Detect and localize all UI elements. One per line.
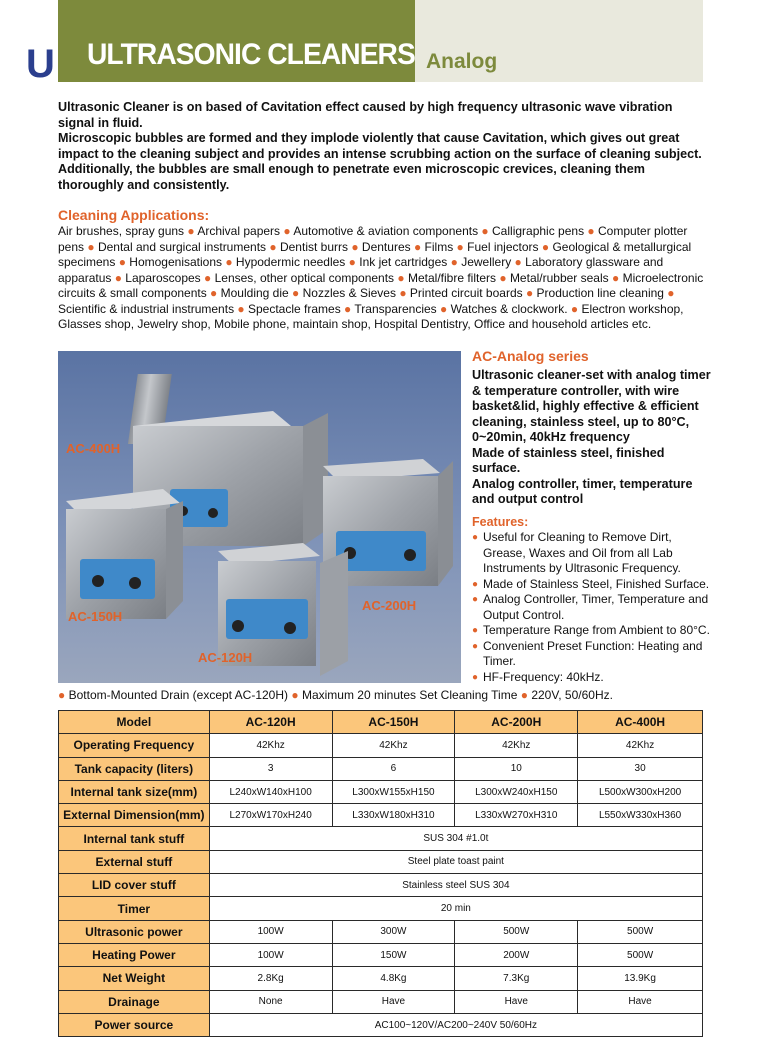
bullet-icon: ● (538, 239, 553, 254)
label-ac120h: AC-120H (198, 650, 253, 665)
feature-item: ● Analog Controller, Timer, Temperature and Output Control. (472, 592, 712, 623)
table-cell: None (209, 990, 332, 1013)
bullet-icon: ● (436, 301, 451, 316)
bullet-icon: ● (584, 224, 598, 238)
label-ac150h: AC-150H (68, 609, 123, 624)
bullet-icon: ● (395, 286, 410, 300)
table-cell: Have (455, 990, 578, 1013)
table-row (59, 874, 703, 897)
series-heading: AC-Analog series (472, 348, 589, 364)
row-label: Tank capacity (liters) (59, 757, 210, 780)
spec-table (58, 710, 703, 1037)
table-cell: 500W (578, 920, 703, 943)
table-row (59, 943, 703, 966)
note-item: 220V, 50/60Hz. (531, 688, 613, 702)
table-cell: L550xW330xH360 (578, 804, 703, 827)
intro-paragraph-2: Microscopic bubbles are formed and they implode violently that cause Cavitation, which gives out great impact to the cleaning subject and provides an intense scrubbing action on the surface of cleaning subject. Additionally, the bubbles are small enough to penetrate even microscopic crevices, cleaning them thoroughly and consistently. (58, 131, 702, 192)
table-row (59, 920, 703, 943)
table-cell: 300W (332, 920, 455, 943)
bullet-icon: ● (663, 286, 675, 300)
table-cell: L330xW180xH310 (332, 804, 455, 827)
application-item: Metal/rubber seals (509, 270, 609, 285)
row-label: Net Weight (59, 967, 210, 990)
application-item: Archival papers (197, 224, 281, 238)
page-subtitle: Analog (426, 50, 498, 73)
application-item: Scientific & industrial instruments (58, 301, 235, 316)
table-cell: 500W (578, 943, 703, 966)
table-cell: Have (332, 990, 455, 1013)
table-cell: 20 min (209, 897, 702, 920)
table-header-cell: Model (59, 711, 210, 734)
feature-item: ● Convenient Preset Function: Heating and Timer. (472, 639, 712, 670)
bullet-icon: ● (184, 224, 198, 238)
feature-item: ● Made of Stainless Steel, Finished Surface. (472, 577, 712, 593)
table-header-cell: AC-200H (455, 711, 578, 734)
table-row (59, 757, 703, 780)
table-cell: 150W (332, 943, 455, 966)
bullet-icon: ● (394, 270, 408, 285)
application-item: Nozzles & Sieves (302, 286, 396, 300)
application-item: Production line cleaning (536, 286, 664, 300)
bullet-icon: ● (234, 301, 248, 316)
table-cell: Have (578, 990, 703, 1013)
bullet-icon: ● (520, 688, 528, 702)
application-item: Films (424, 239, 454, 254)
table-cell: 3 (209, 757, 332, 780)
table-header-cell: AC-150H (332, 711, 455, 734)
application-item: Homogenisations (129, 255, 222, 269)
table-header-row (59, 711, 703, 734)
series-desc-3: Analog controller, timer, temperature and output control (472, 476, 693, 506)
application-item: Printed circuit boards (409, 286, 523, 300)
features-list (472, 530, 712, 685)
table-cell: 13.9Kg (578, 967, 703, 990)
row-label: Drainage (59, 990, 210, 1013)
bullet-icon: ● (222, 255, 236, 269)
table-row (59, 990, 703, 1013)
table-row (59, 827, 703, 850)
series-description (472, 368, 712, 508)
table-cell: 7.3Kg (455, 967, 578, 990)
table-cell: 42Khz (455, 734, 578, 757)
table-cell: L300xW240xH150 (455, 780, 578, 803)
bullet-icon: ● (266, 239, 280, 254)
application-item: Calligraphic pens (492, 224, 585, 238)
bullet-icon: ● (111, 270, 126, 285)
features-heading: Features: (472, 515, 529, 529)
table-cell: 500W (455, 920, 578, 943)
table-cell: 100W (209, 920, 332, 943)
row-label: External Dimension(mm) (59, 804, 210, 827)
feature-item: ● Temperature Range from Ambient to 80°C. (472, 623, 712, 639)
feature-item: ● HF-Frequency: 40kHz. (472, 670, 712, 686)
bullet-icon: ● (348, 239, 362, 254)
bullet-icon: ● (511, 255, 526, 269)
intro-text (58, 100, 706, 193)
bullet-icon: ● (567, 301, 582, 316)
application-item: Ink jet cartridges (359, 255, 448, 269)
series-desc-2: Made of stainless steel, finished surface. (472, 445, 665, 475)
row-label: Power source (59, 1013, 210, 1036)
table-cell: L300xW155xH150 (332, 780, 455, 803)
application-item: Jewellery (461, 255, 512, 269)
table-row (59, 780, 703, 803)
bottom-note (58, 688, 708, 702)
application-item: Lenses, other optical components (214, 270, 395, 285)
table-cell: 42Khz (578, 734, 703, 757)
application-item: Moulding die (220, 286, 289, 300)
table-cell: SUS 304 #1.0t (209, 827, 702, 850)
bullet-icon: ● (206, 286, 221, 300)
bullet-icon: ● (478, 224, 493, 238)
section-letter: U (26, 42, 55, 86)
row-label: Operating Frequency (59, 734, 210, 757)
row-label: LID cover stuff (59, 874, 210, 897)
bullet-icon: ● (340, 301, 355, 316)
row-label: Internal tank stuff (59, 827, 210, 850)
label-ac200h: AC-200H (362, 598, 417, 613)
bullet-icon: ● (288, 286, 303, 300)
application-item: Dentures (361, 239, 411, 254)
applications-list (58, 224, 706, 333)
bullet-icon: ● (496, 270, 510, 285)
application-item: Spectacle frames (248, 301, 341, 316)
bullet-icon: ● (58, 688, 66, 702)
intro-paragraph-1: Ultrasonic Cleaner is on based of Cavitation effect caused by high frequency ultrasonic wave vibration signal in fluid. (58, 100, 673, 130)
table-row (59, 850, 703, 873)
bullet-icon: ● (453, 239, 468, 254)
table-cell: 10 (455, 757, 578, 780)
page-title: ULTRASONIC CLEANERS (87, 38, 415, 71)
note-item: Maximum 20 minutes Set Cleaning Time (301, 688, 518, 702)
row-label: Internal tank size(mm) (59, 780, 210, 803)
bullet-icon: ● (522, 286, 537, 300)
application-item: Watches & clockwork. (450, 301, 568, 316)
table-row (59, 897, 703, 920)
bullet-icon: ● (608, 270, 623, 285)
table-cell: Stainless steel SUS 304 (209, 874, 702, 897)
row-label: Ultrasonic power (59, 920, 210, 943)
series-desc-1: Ultrasonic cleaner-set with analog timer & temperature controller, with wire basket&lid, highly effective & efficient cleaning, stainless steel, up to 80°C, 0~20min, 40kHz frequency (472, 368, 711, 444)
table-cell: L330xW270xH310 (455, 804, 578, 827)
application-item: Laboratory glassware and apparatus (58, 255, 664, 285)
application-item: Metal/fibre filters (407, 270, 497, 285)
feature-item: ● Useful for Cleaning to Remove Dirt, Grease, Waxes and Oil from all Lab Instruments by Ultrasonic Frequency. (472, 530, 712, 577)
bullet-icon: ● (447, 255, 462, 269)
table-cell: 4.8Kg (332, 967, 455, 990)
application-item: Transparencies (354, 301, 437, 316)
application-item: Hypodermic needles (235, 255, 346, 269)
table-cell: AC100~120V/AC200~240V 50/60Hz (209, 1013, 702, 1036)
application-item: Dental and surgical instruments (97, 239, 267, 254)
application-item: Automotive & aviation components (293, 224, 479, 238)
application-item: Fuel injectors (467, 239, 539, 254)
table-cell: 30 (578, 757, 703, 780)
product-photo (58, 351, 461, 683)
bullet-icon: ● (115, 255, 130, 269)
applications-heading: Cleaning Applications: (58, 207, 210, 223)
table-cell: L270xW170xH240 (209, 804, 332, 827)
table-cell: L240xW140xH100 (209, 780, 332, 803)
row-label: Timer (59, 897, 210, 920)
application-item: Air brushes, spray guns (58, 224, 185, 238)
note-item: Bottom-Mounted Drain (except AC-120H) (68, 688, 289, 702)
bullet-icon: ● (280, 224, 294, 238)
table-row (59, 967, 703, 990)
row-label: Heating Power (59, 943, 210, 966)
table-cell: 42Khz (332, 734, 455, 757)
bullet-icon: ● (84, 239, 98, 254)
table-header-cell: AC-120H (209, 711, 332, 734)
application-item: Computer plotter pens (58, 224, 688, 254)
application-item: Microelectronic circuits & small components (58, 270, 704, 300)
table-row (59, 804, 703, 827)
bullet-icon: ● (200, 270, 215, 285)
application-item: Dentist burrs (279, 239, 348, 254)
table-cell: 42Khz (209, 734, 332, 757)
table-cell: 6 (332, 757, 455, 780)
table-cell: Steel plate toast paint (209, 850, 702, 873)
label-ac400h: AC-400H (66, 441, 121, 456)
table-cell: 100W (209, 943, 332, 966)
bullet-icon: ● (291, 688, 299, 702)
application-item: Electron workshop, Glasses shop, Jewelry shop, Mobile phone, maintain shop, Hospital Dentistry, Office and household articles etc. (58, 301, 684, 331)
application-item: Geological & metallurgical specimens (58, 239, 692, 269)
table-cell: 200W (455, 943, 578, 966)
table-cell: L500xW300xH200 (578, 780, 703, 803)
product-photo-svg (58, 351, 461, 683)
row-label: External stuff (59, 850, 210, 873)
bullet-icon: ● (410, 239, 425, 254)
table-cell: 2.8Kg (209, 967, 332, 990)
table-header-cell: AC-400H (578, 711, 703, 734)
application-item: Laparoscopes (125, 270, 201, 285)
bullet-icon: ● (345, 255, 360, 269)
table-row (59, 734, 703, 757)
table-row (59, 1013, 703, 1036)
